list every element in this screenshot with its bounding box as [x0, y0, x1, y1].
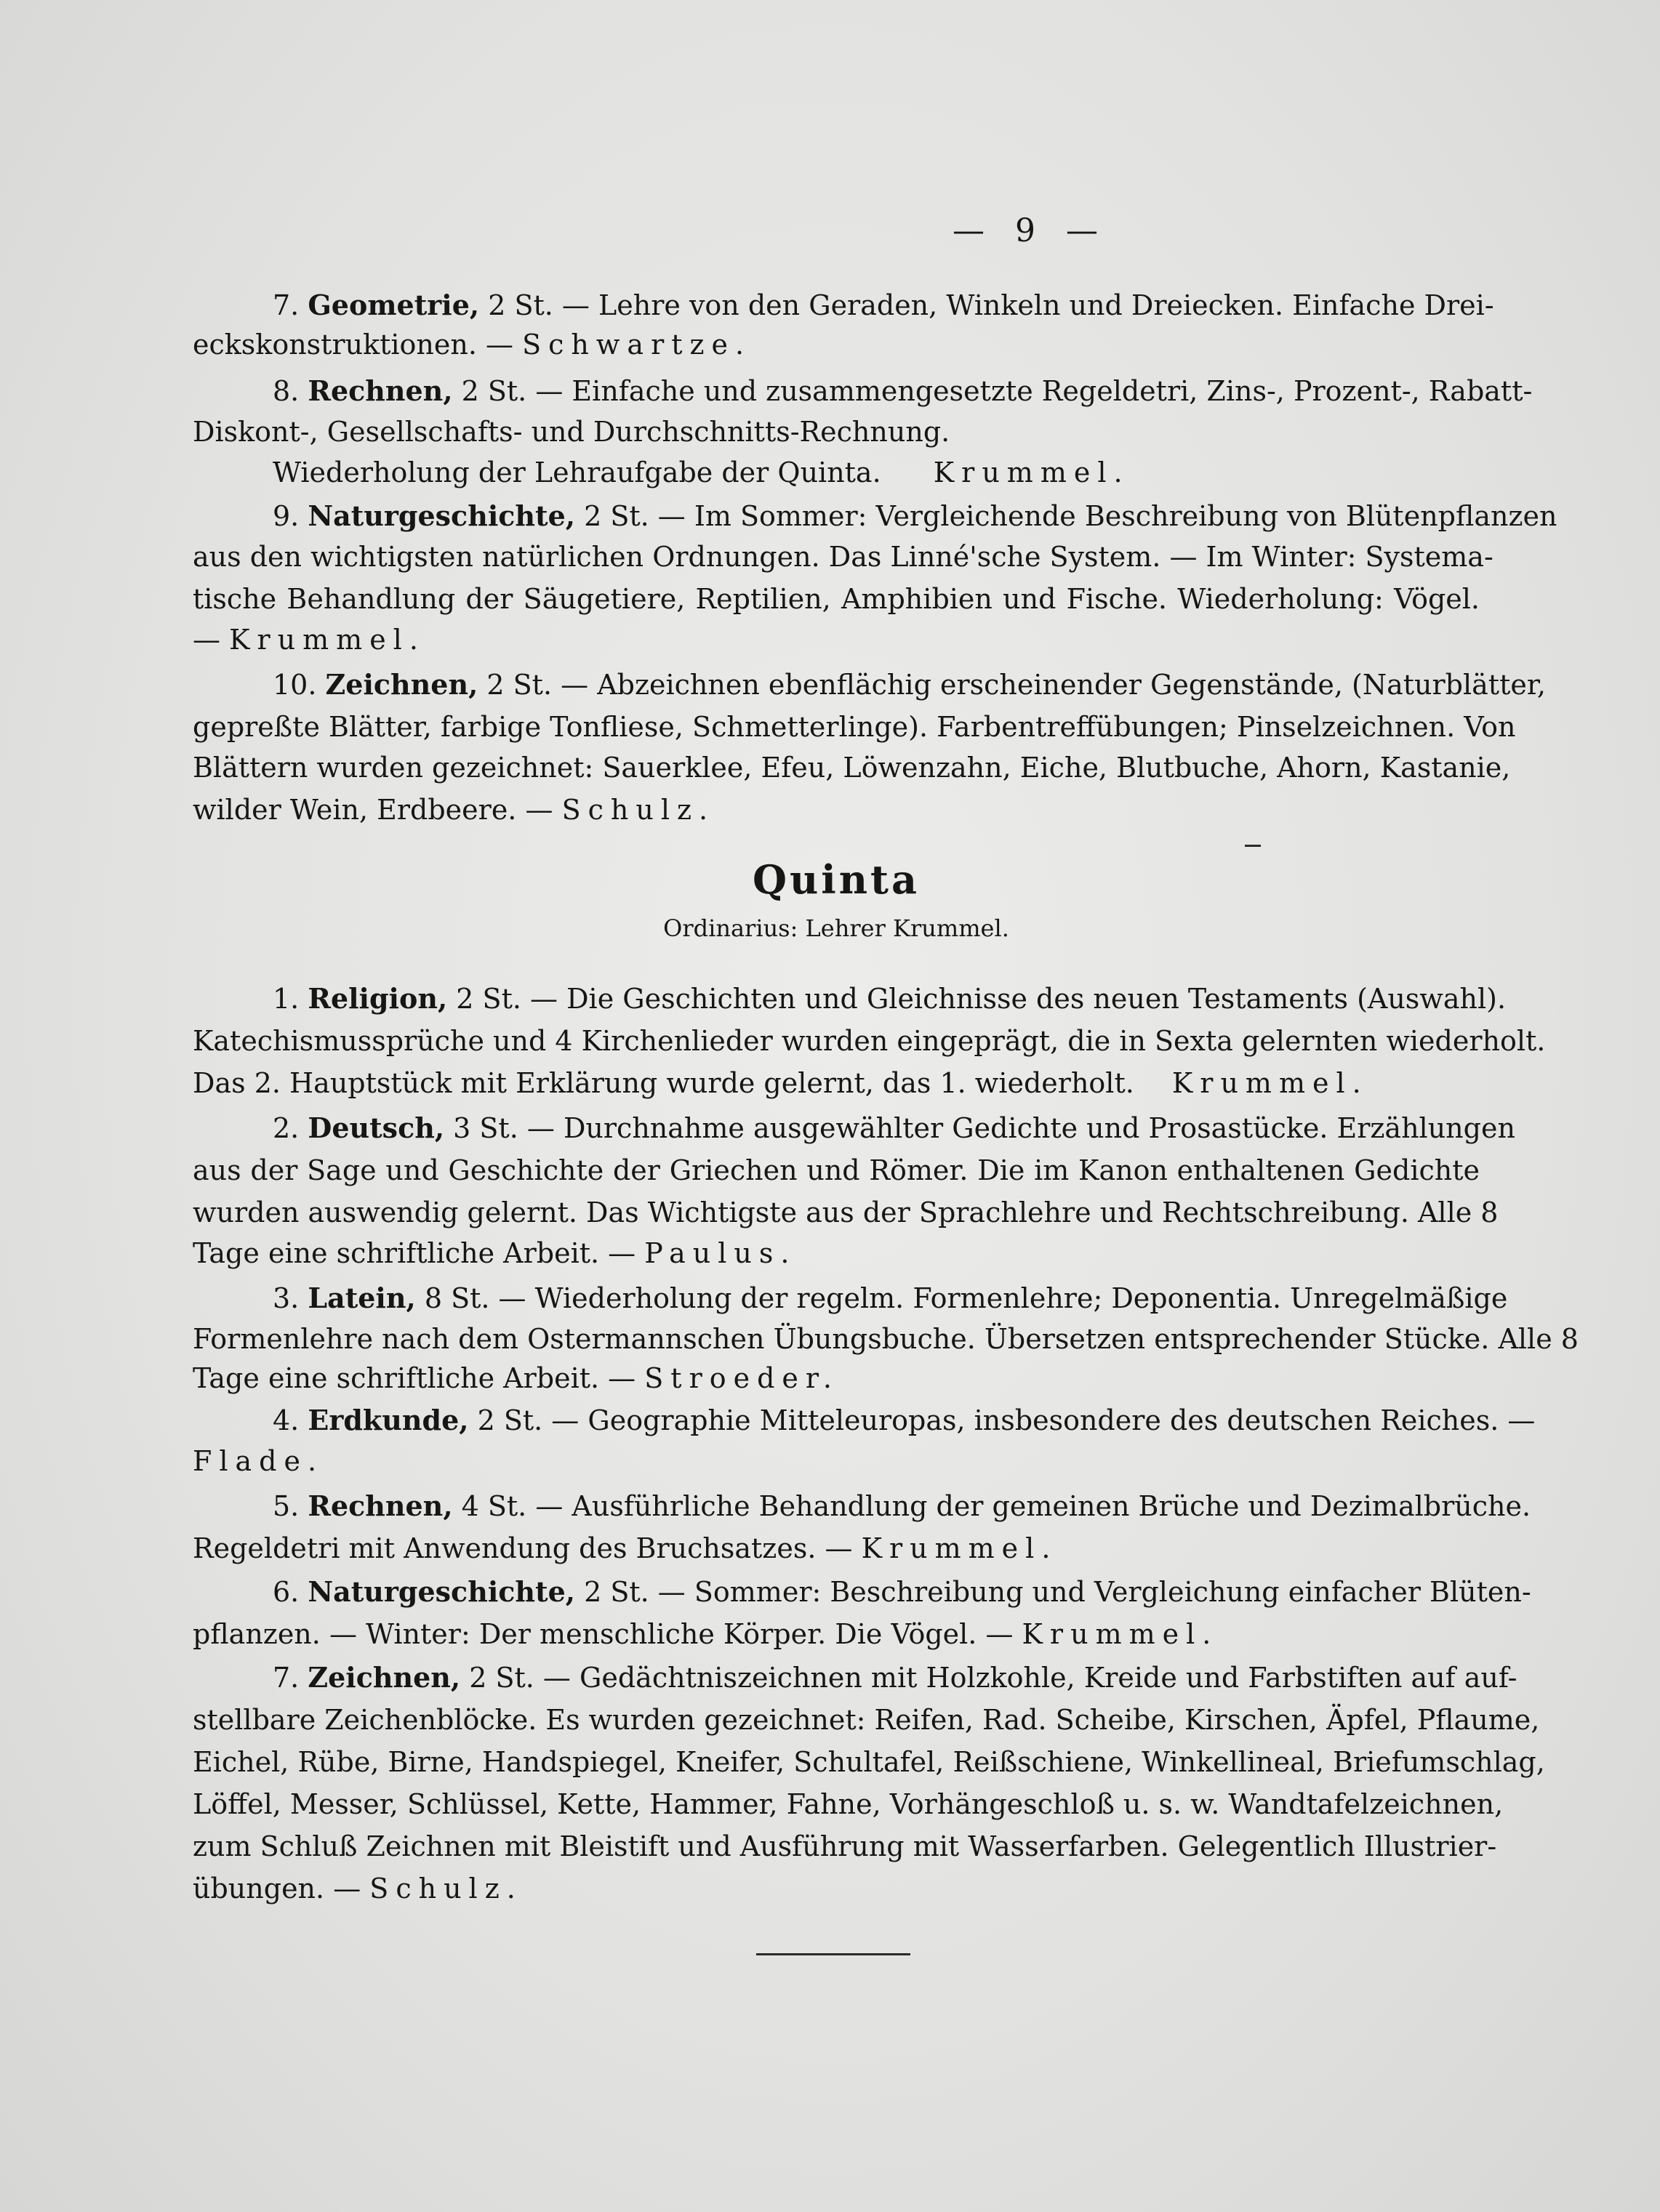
teacher-name: Krummel. — [1171, 1067, 1368, 1099]
subject-title: Naturgeschichte, — [308, 499, 575, 532]
text-line — [193, 1617, 1480, 1652]
text-line — [193, 667, 1546, 702]
teacher-name: Flade. — [193, 1445, 324, 1477]
item-number: 5. — [273, 1490, 300, 1522]
line-text: Formenlehre nach dem Ostermannschen Übungsbuche. Übersetzen entsprechender Stücke. Alle 8 — [193, 1323, 1579, 1355]
text-line — [193, 1403, 1536, 1438]
text-line — [193, 1111, 1515, 1146]
text-line — [193, 374, 1533, 409]
text-line — [193, 499, 1557, 534]
teacher-name: Schulz. — [369, 1873, 523, 1905]
item-number: 4. — [273, 1404, 300, 1436]
subject-title: Deutsch, — [308, 1111, 445, 1144]
line-text: Tage eine schriftliche Arbeit. — — [193, 1362, 636, 1394]
text-line — [193, 1361, 1480, 1396]
subject-title: Latein, — [308, 1282, 416, 1314]
text-line — [193, 455, 1480, 490]
line-text: Blättern wurden gezeichnet: Sauerklee, Efeu, Löwenzahn, Eiche, Blutbuche, Ahorn, Kastanie, — [193, 752, 1511, 784]
line-text: übungen. — — [193, 1873, 361, 1905]
text-line — [193, 1322, 1579, 1356]
text-line — [193, 1023, 1546, 1058]
line-text: pflanzen. — Winter: Der menschliche Körper. Die Vögel. — — [193, 1618, 1014, 1650]
line-text: 2 St. — Sommer: Beschreibung und Vergleichung einfacher Blüten- — [574, 1576, 1531, 1608]
item-number: 3. — [273, 1282, 300, 1314]
text-line — [193, 1066, 1480, 1101]
text-line — [193, 750, 1511, 785]
stray-dash-mark — [1245, 845, 1261, 847]
line-text: 2 St. — Einfache und zusammengesetzte Regeldetri, Zins-, Prozent-, Rabatt- — [452, 375, 1533, 407]
teacher-name: Krummel. — [861, 1532, 1058, 1564]
text-line — [193, 582, 1480, 616]
teacher-name: Paulus. — [644, 1237, 797, 1269]
line-text: 2 St. — Abzeichnen ebenflächig erscheinender Gegenstände, (Naturblätter, — [478, 669, 1546, 701]
text-line — [193, 709, 1516, 744]
line-text: stellbare Zeichenblöcke. Es wurden gezeichnet: Reifen, Rad. Scheibe, Kirschen, Äpfel, Pflaume, — [193, 1704, 1540, 1736]
item-number: 1. — [273, 983, 300, 1015]
text-line — [193, 1281, 1508, 1316]
line-text: Löffel, Messer, Schlüssel, Kette, Hammer, Fahne, Vorhängeschloß u. s. w. Wandtafelzeichnen, — [193, 1788, 1504, 1820]
line-text: 4 St. — Ausführliche Behandlung der gemeinen Brüche und Dezimalbrüche. — [452, 1490, 1531, 1522]
line-text: Diskont-, Gesellschafts- und Durchschnitts-Rechnung. — [193, 416, 950, 448]
line-text: Tage eine schriftliche Arbeit. — — [193, 1237, 636, 1269]
text-line — [193, 792, 1480, 827]
line-text: 3 St. — Durchnahme ausgewählter Gedichte und Prosastücke. Erzählungen — [444, 1112, 1515, 1144]
item-number: 7. — [273, 1662, 300, 1694]
item-number: 6. — [273, 1576, 300, 1608]
text-line — [193, 1787, 1504, 1822]
line-text: wurden auswendig gelernt. Das Wichtigste aus der Sprachlehre und Rechtschreibung. Alle 8 — [193, 1197, 1499, 1228]
teacher-name: Krummel. — [933, 457, 1130, 488]
text-line — [193, 981, 1507, 1016]
line-text: wilder Wein, Erdbeere. — — [193, 794, 553, 826]
teacher-name: Schwartze. — [522, 329, 752, 361]
text-line — [193, 622, 1480, 657]
text-line — [193, 1195, 1499, 1230]
text-line — [193, 1871, 1480, 1906]
item-number: 8. — [273, 375, 300, 407]
text-line — [193, 1702, 1540, 1737]
item-number: 2. — [273, 1112, 300, 1144]
teacher-name: Krummel. — [1022, 1618, 1219, 1650]
subject-title: Rechnen, — [308, 1489, 453, 1522]
line-text: 8 St. — Wiederholung der regelm. Formenlehre; Deponentia. Unregelmäßige — [415, 1282, 1508, 1314]
text-line — [193, 414, 1480, 449]
text-line — [193, 1153, 1480, 1188]
item-number: 10. — [273, 669, 317, 701]
line-text: zum Schluß Zeichnen mit Bleistift und Ausführung mit Wasserfarben. Gelegentlich Illustrier- — [193, 1830, 1497, 1862]
item-number: 7. — [273, 289, 300, 321]
text-line — [193, 1660, 1517, 1695]
subject-title: Erdkunde, — [308, 1404, 469, 1436]
subject-title: Naturgeschichte, — [308, 1575, 575, 1608]
line-text: eckskonstruktionen. — — [193, 329, 514, 361]
end-rule — [756, 1953, 910, 1955]
text-line — [193, 1444, 1480, 1479]
line-text: 2 St. — Geographie Mitteleuropas, insbesondere des deutschen Reiches. — — [468, 1404, 1536, 1436]
text-line — [193, 539, 1493, 574]
line-text: aus der Sage und Geschichte der Griechen und Römer. Die im Kanon enthaltenen Gedichte — [193, 1154, 1480, 1186]
line-text: 2 St. — Die Geschichten und Gleichnisse des neuen Testaments (Auswahl). — [447, 983, 1507, 1015]
line-text: Eichel, Rübe, Birne, Handspiegel, Kneifer, Schultafel, Reißschiene, Winkellineal, Briefumschlag, — [193, 1746, 1545, 1778]
line-text: 2 St. — Lehre von den Geraden, Winkeln und Dreiecken. Einfache Drei- — [479, 289, 1494, 321]
subject-title: Rechnen, — [308, 374, 453, 407]
text-line — [193, 1574, 1531, 1609]
line-text: Wiederholung der Lehraufgabe der Quinta. — [273, 457, 881, 488]
line-text: Katechismussprüche und 4 Kirchenlieder wurden eingeprägt, die in Sexta gelernten wiederholt. — [193, 1025, 1546, 1057]
item-number: 9. — [273, 500, 300, 532]
text-line — [193, 327, 1480, 362]
line-text: gepreßte Blätter, farbige Tonfliese, Schmetterlinge). Farbentreffübungen; Pinselzeichnen. Von — [193, 711, 1516, 743]
line-text: tische Behandlung der Säugetiere, Reptilien, Amphibien und Fische. Wiederholung: Vögel. — [193, 583, 1480, 615]
line-text: 2 St. — Gedächtniszeichnen mit Holzkohle, Kreide und Farbstiften auf auf- — [460, 1662, 1517, 1694]
section-heading: Quinta — [752, 856, 920, 903]
section-subheading: Ordinarius: Lehrer Krummel. — [663, 914, 1009, 942]
text-line — [193, 1531, 1480, 1566]
line-text: 2 St. — Im Sommer: Vergleichende Beschreibung von Blütenpflanzen — [574, 500, 1557, 532]
text-line — [193, 1745, 1545, 1779]
line-text: Regeldetri mit Anwendung des Bruchsatzes. — — [193, 1532, 853, 1564]
text-line — [193, 1829, 1497, 1864]
line-text: Das 2. Hauptstück mit Erklärung wurde gelernt, das 1. wiederholt. — [193, 1067, 1134, 1099]
teacher-name: Krummel. — [229, 624, 425, 656]
subject-title: Zeichnen, — [308, 1661, 461, 1694]
teacher-name: Stroeder. — [644, 1362, 839, 1394]
subject-title: Religion, — [308, 982, 448, 1015]
text-line — [193, 288, 1494, 323]
text-line — [193, 1489, 1531, 1524]
line-text: aus den wichtigsten natürlichen Ordnungen. Das Linné'sche System. — Im Winter: Systema- — [193, 541, 1493, 573]
teacher-name: Schulz. — [561, 794, 715, 826]
subject-title: Zeichnen, — [325, 668, 478, 701]
page-number: — 9 — — [953, 212, 1108, 249]
text-line — [193, 1236, 1480, 1271]
line-text: — — [193, 624, 220, 656]
subject-title: Geometrie, — [308, 289, 480, 321]
